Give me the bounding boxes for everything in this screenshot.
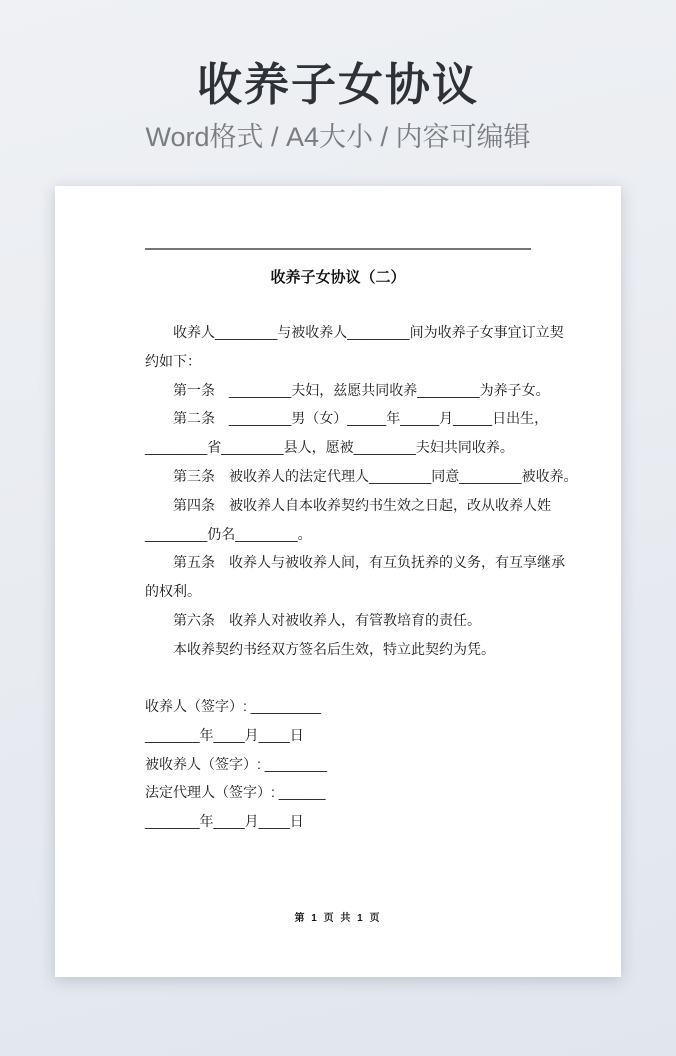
document-page bbox=[55, 186, 621, 977]
page-subtitle: Word格式 / A4大小 / 内容可编辑 bbox=[145, 122, 531, 152]
doc-line: 第一条 ________夫妇，兹愿共同收养________为养子女。 bbox=[173, 381, 550, 398]
page-number-footer: 第 1 页 共 1 页 bbox=[294, 913, 382, 924]
doc-line: ________省________县人，愿被________夫妇共同收养。 bbox=[145, 439, 514, 456]
document-body bbox=[145, 318, 578, 664]
doc-line: 的权利。 bbox=[145, 583, 201, 600]
doc-line: 第二条 ________男（女）_____年_____月_____日出生， bbox=[173, 410, 549, 427]
signature-line-date-2: _______年____月____日 bbox=[145, 813, 304, 830]
signature-line-legal-guardian: 法定代理人（签字）: ______ bbox=[145, 784, 326, 801]
page-title: 收养子女协议 bbox=[196, 59, 479, 110]
signature-line-adoptee: 被收养人（签字）: ________ bbox=[145, 755, 328, 772]
signature-line-adopter: 收养人（签字）: _________ bbox=[145, 698, 321, 714]
doc-line: 约如下： bbox=[145, 352, 201, 369]
doc-line: 第三条 被收养人的法定代理人________同意________被收养。 bbox=[173, 467, 578, 484]
signature-line-date-1: _______年____月____日 bbox=[145, 726, 304, 743]
doc-line: 收养人________与被收养人________间为收养子女事宜订立契 bbox=[173, 324, 564, 340]
document-title: 收养子女协议（二） bbox=[270, 269, 406, 286]
doc-line: 第五条 收养人与被收养人间，有互负抚养的义务，有互享继承 bbox=[173, 554, 565, 571]
doc-line: 本收养契约书经双方签名后生效，特立此契约为凭。 bbox=[173, 640, 495, 657]
doc-line: 第六条 收养人对被收养人，有管教培育的责任。 bbox=[173, 611, 481, 628]
header-divider-line bbox=[145, 248, 531, 250]
doc-line: ________仍名________。 bbox=[145, 525, 312, 542]
doc-line: 第四条 被收养人自本收养契约书生效之日起，改从收养人姓 bbox=[173, 496, 551, 513]
signature-block bbox=[145, 692, 531, 836]
